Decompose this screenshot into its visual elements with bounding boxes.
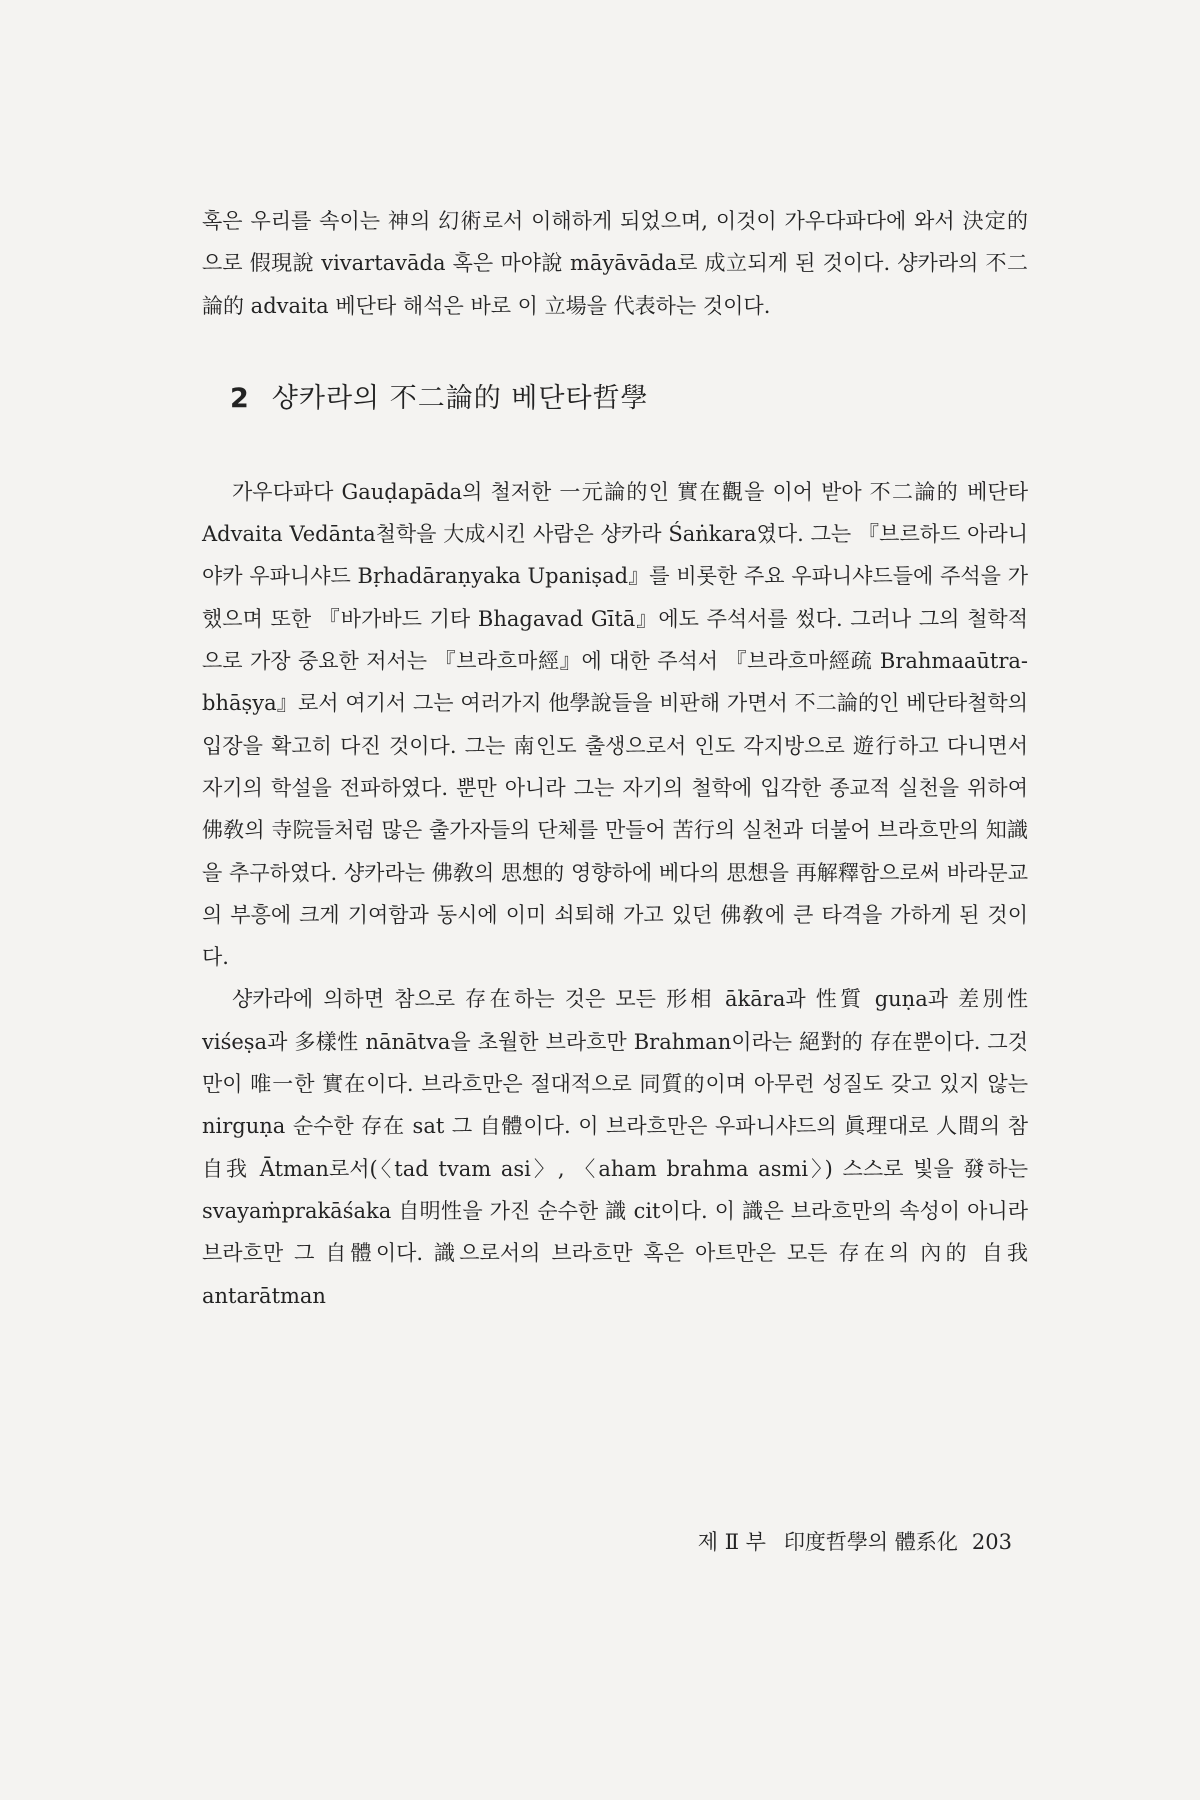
paragraph-shankara-bio: 가우다파다 Gauḍapāda의 철저한 一元論的인 實在觀을 이어 받아 不二論的 베단타 Advaita Vedānta철학을 大成시킨 사람은 샹카라 Śaṅkara였다. 그는 『브르하드 아라니야카 우파니샤드 Bṛhadāraṇyaka Upaniṣad』를 비롯한 주요 우파니샤드들에 주석을 가했으며 또한 『바가바드 기타 Bhagavad Gītā』에도 주석서를 썼다. 그러나 그의 철학적으로 가장 중요한 저서는 『브라흐마經』에 대한 주석서 『브라흐마經疏 Brahmaaūtra-bhāṣya』로서 여기서 그는 여러가지 他學說들을 비판해 가면서 不二論的인 베단타철학의 입장을 확고히 다진 것이다. 그는 南인도 출생으로서 인도 각지방으로 遊行하고 다니면서 자기의 학설을 전파하였다. 뿐만 아니라 그는 자기의 철학에 입각한 종교적 실천을 위하여 佛敎의 寺院들처럼 많은 출가자들의 단체를 만들어 苦行의 실천과 더불어 브라흐만의 知識을 추구하였다. 샹카라는 佛敎의 思想的 영향하에 베다의 思想을 再解釋함으로써 바라문교의 부흥에 크게 기여함과 동시에 이미 쇠퇴해 가고 있던 佛敎에 큰 타격을 가하게 된 것이다. [202, 479, 1028, 970]
footer-part: 제 Ⅱ 부 [697, 1530, 766, 1554]
paragraph-intro: 혹은 우리를 속이는 神의 幻術로서 이해하게 되었으며, 이것이 가우다파다에 와서 決定的으로 假現說 vivartavāda 혹은 마야說 māyāvāda로 成立되게 된 것이다. 샹카라의 不二論的 advaita 베단타 해석은 바로 이 立場을 代表하는 것이다. [202, 209, 1028, 318]
running-footer [698, 1527, 1012, 1557]
page-body [202, 200, 1028, 1317]
paragraph-brahman: 샹카라에 의하면 참으로 存在하는 것은 모든 形相 ākāra과 性質 guṇa과 差別性 viśeṣa과 多樣性 nānātva을 초월한 브라흐만 Brahman이라는 絕對的 存在뿐이다. 그것만이 唯一한 實在이다. 브라흐만은 절대적으로 同質的이며 아무런 성질도 갖고 있지 않는 nirguṇa 순수한 存在 sat 그 自體이다. 이 브라흐만은 우파니샤드의 眞理대로 人間의 참 自我 Ātman로서(〈tad tvam asi〉, 〈aham brahma asmi〉) 스스로 빛을 發하는 svayaṁprakāśaka 自明性을 가진 순수한 識 cit이다. 이 識은 브라흐만의 속성이 아니라 브라흐만 그 自體이다. 識으로서의 브라흐만 혹은 아트만은 모든 存在의 內的 自我 antarātman [202, 987, 1028, 1308]
section-number: 2 [230, 382, 250, 414]
page-number: 203 [971, 1530, 1012, 1554]
footer-title: 印度哲學의 體系化 [783, 1530, 958, 1554]
section-title: 샹카라의 不二論的 베단타哲學 [271, 382, 649, 414]
section-heading [230, 379, 1028, 419]
